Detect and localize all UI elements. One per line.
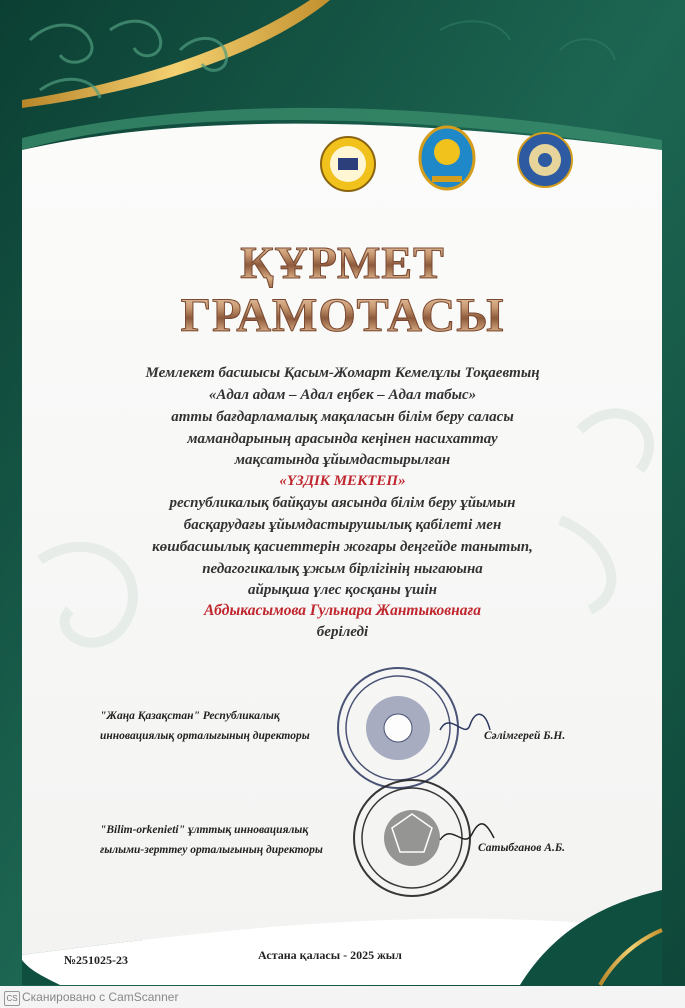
scanner-watermark: Сканировано с CamScanner <box>22 990 179 1004</box>
contest-name: «ҮЗДІК МЕКТЕП» <box>279 473 406 489</box>
signatory-2-org <box>100 820 323 860</box>
title-line-2: ГРАМОТАСЫ <box>0 288 685 343</box>
body-line: «Адал адам – Адал еңбек – Адал табыс» <box>208 387 477 403</box>
bilim-orkenieti-logo <box>321 137 375 191</box>
signatory-2-org-line-2: ғылыми-зерттеу орталығының директоры <box>100 844 323 856</box>
signatory-2-org-line-1: "Bilim-orkenieti" ұлттық инновациялық <box>100 824 309 836</box>
title-line-1: ҚҰРМЕТ <box>0 236 685 289</box>
signatory-1-name: Сәлімгерей Б.Н. <box>484 730 566 742</box>
body-line: атты бағдарламалық мақаласын білім беру саласы <box>171 409 514 425</box>
city-year: Астана қаласы - 2025 жыл <box>258 948 402 962</box>
body-line: айрықша үлес қосқаны үшін <box>247 582 437 598</box>
body-line: басқарудағы ұйымдастырушылық қабілеті мен <box>183 517 502 533</box>
certificate-number: №251025-23 <box>64 953 129 967</box>
recipient-name: Абдыкасымова Гульнара Жантыковнаға <box>203 602 482 619</box>
closing-text: беріледі <box>316 624 369 640</box>
kazakhstan-emblem-logo <box>420 127 474 189</box>
signatory-1-org <box>100 706 310 746</box>
body-line: мақсатында ұйымдастырылған <box>234 452 451 468</box>
body-line: Мемлекет басшысы Қасым-Жомарт Кемелұлы Тоқаевтың <box>145 365 540 381</box>
third-organization-logo <box>518 133 572 187</box>
signatory-1-org-line-1: "Жаңа Қазақстан" Республикалық <box>100 710 280 722</box>
signatory-1-org-line-2: инновациялық орталығының директоры <box>100 730 310 742</box>
body-line: республикалық байқауы аясында білім беру ұйымын <box>169 495 516 511</box>
signatory-2-name: Сатыбганов А.Б. <box>478 842 566 854</box>
body-line: көшбасшылық қасиеттерін жоғары деңгейде танытып, <box>152 539 533 555</box>
camscanner-icon: CS <box>4 991 20 1006</box>
body-line: мамандарының арасында кеңінен насихаттау <box>187 431 498 447</box>
body-line: педагогикалық ұжым бірлігінің ныгаюына <box>202 561 483 577</box>
